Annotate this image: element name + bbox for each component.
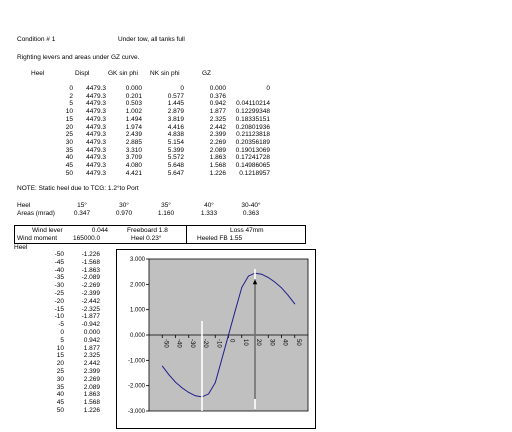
gz-curve-chart (116, 249, 316, 429)
heel-list-gz: -1.877 (81, 313, 100, 321)
heel-list-gz: 1.877 (83, 344, 100, 352)
heel-list-gz: 2.325 (83, 352, 100, 360)
levers-cell-gz: 0.942 (209, 100, 226, 108)
x-tick-label: -10 (215, 339, 222, 348)
heel-list-gz: -2.442 (81, 297, 100, 305)
levers-cell-gz: 1.877 (209, 108, 226, 116)
x-tick-label: -40 (175, 339, 182, 348)
levers-cell-nk: 5.648 (167, 162, 184, 169)
levers-cell-area: 0 (266, 85, 270, 92)
col-header-heel: Heel (31, 70, 45, 77)
heel-list-angle: -10 (54, 313, 64, 321)
levers-cell-gk: 2.885 (125, 138, 142, 146)
levers-cell-heel: 2 (69, 92, 73, 100)
x-tick-label: 0 (228, 339, 235, 343)
levers-cell-heel: 40 (65, 154, 73, 162)
gz-point (188, 392, 189, 393)
gz-point (195, 395, 196, 396)
heel-list-angle: -45 (54, 258, 64, 266)
gz-point (182, 388, 183, 389)
levers-cell-nk: 5.154 (167, 138, 184, 146)
levers-cell-gk: 0.201 (125, 92, 142, 100)
condition-label: Condition # 1 (17, 36, 56, 43)
levers-cell-gz: 2.269 (209, 138, 226, 146)
levers-cell-gz: 1.568 (209, 162, 226, 169)
wind-lever-label: Wind lever (32, 227, 63, 234)
levers-cell-gz: 1.226 (209, 169, 226, 177)
levers-cell-gz: 2.399 (209, 131, 226, 139)
gz-point (215, 382, 216, 383)
areas-label: Areas (mrad) (17, 210, 55, 217)
levers-cell-area: 0.18335151 (235, 115, 270, 123)
heel-list-angle: -30 (54, 282, 64, 290)
areas-value-cell: 1.160 (157, 210, 175, 217)
heel-list-angle: 20 (56, 360, 64, 368)
heel-list-angle: -50 (54, 251, 64, 258)
col-header-displ: Displ (75, 70, 90, 77)
y-tick-label: -1.000 (127, 358, 145, 365)
areas-value-cell: 0.363 (242, 210, 260, 217)
heel-list-gz: -2.089 (81, 274, 100, 282)
areas-header-cell: 40° (204, 202, 214, 209)
levers-cell-displ: 4479.3 (86, 131, 106, 139)
levers-cell-gz: 1.863 (209, 154, 226, 162)
areas-header-cell: 35° (161, 202, 171, 209)
levers-cell-displ: 4479.3 (86, 146, 106, 154)
heel-list-angle: 40 (56, 391, 64, 399)
levers-cell-gz: 0.000 (209, 85, 226, 92)
loss-value: Loss 47mm (230, 227, 264, 234)
y-tick-label: -3.000 (127, 409, 145, 415)
levers-cell-heel: 0 (69, 85, 73, 92)
freeboard-value: Freeboard 1.8 (127, 227, 168, 234)
heel-list-angle: -40 (54, 266, 64, 274)
wind-box-divider (186, 225, 187, 244)
levers-cell-heel: 45 (65, 162, 73, 169)
levers-cell-area: 0.14986065 (235, 162, 270, 169)
col-header-gz: GZ (202, 70, 212, 77)
x-tick-label: 50 (294, 339, 301, 346)
heel-list-angle: -15 (54, 305, 64, 313)
x-tick-label: 20 (255, 339, 261, 346)
wind-lever-value: 0.044 (91, 227, 108, 234)
heel-list-gz: 2.269 (83, 375, 100, 383)
heel-list-gz: 0.942 (83, 336, 100, 344)
heel-list-gz: -1.863 (81, 266, 100, 274)
levers-cell-displ: 4479.3 (86, 138, 106, 146)
levers-cell-displ: 4479.3 (86, 108, 106, 116)
levers-cell-area: 0.20356189 (235, 138, 270, 146)
levers-cell-displ: 4479.3 (86, 92, 106, 100)
levers-cell-displ: 4479.3 (86, 85, 106, 92)
heel-list-angle: -20 (54, 297, 64, 305)
levers-cell-nk: 2.879 (167, 108, 184, 116)
gz-point (235, 311, 236, 312)
levers-cell-displ: 4479.3 (86, 115, 106, 123)
heel-list-angle: 25 (56, 368, 64, 375)
levers-cell-heel: 5 (69, 100, 73, 108)
levers-cell-nk: 3.819 (167, 115, 184, 123)
heel-list-gz: -1.226 (81, 251, 100, 258)
heel-list-gz: 2.399 (83, 368, 100, 375)
areas-value-cell: 1.333 (200, 210, 218, 217)
x-tick-label: -30 (188, 339, 195, 348)
levers-cell-area: 0.17241728 (235, 154, 270, 162)
gz-point (168, 374, 169, 375)
levers-cell-gz: 2.442 (209, 123, 226, 131)
heel-list-angle: 50 (56, 407, 64, 414)
gz-point (288, 295, 289, 296)
y-tick-label: 1.000 (129, 307, 145, 314)
levers-cell-gz: 0.376 (209, 92, 226, 100)
levers-cell-gz: 2.089 (209, 146, 226, 154)
levers-cell-displ: 4479.3 (86, 169, 106, 177)
gz-point (162, 366, 163, 367)
areas-value-cell: 0.970 (115, 210, 133, 217)
heel-list-gz: -2.399 (81, 290, 100, 297)
col-header-nk: NK sin phi (150, 70, 180, 77)
levers-cell-gk: 3.310 (125, 146, 142, 154)
heel-list-angle: 15 (56, 352, 64, 360)
gz-point (175, 382, 176, 383)
heel-list-title: Heel (14, 244, 28, 251)
heel-list-gz: 2.442 (83, 360, 100, 368)
levers-cell-gk: 2.439 (125, 131, 142, 139)
areas-heel-label: Heel (17, 202, 31, 209)
levers-cell-heel: 15 (65, 115, 73, 123)
levers-cell-gk: 0.503 (125, 100, 142, 108)
levers-cell-nk: 0 (180, 85, 184, 92)
levers-cell-area: 0.04110214 (236, 100, 270, 108)
gz-point (241, 287, 242, 288)
wind-heel-value: Heel 0.23° (131, 235, 162, 242)
heel-list-angle: 10 (56, 344, 64, 352)
heel-list-angle: 0 (60, 329, 64, 336)
levers-cell-nk: 0.577 (167, 92, 184, 100)
section-subtitle: Righting levers and areas under GZ curve. (17, 54, 140, 61)
col-header-gk: GK sin phi (108, 70, 138, 77)
levers-cell-area: 0.20801936 (235, 123, 270, 131)
heel-list-gz: -2.269 (81, 282, 100, 290)
levers-cell-gk: 1.002 (125, 108, 142, 116)
gz-point (228, 335, 229, 336)
heel-list-gz: -1.568 (81, 258, 100, 266)
heel-list-angle: 45 (56, 399, 64, 407)
y-tick-label: 3.000 (129, 257, 145, 263)
heel-list-gz: -0.942 (81, 321, 100, 329)
gz-point (221, 358, 222, 359)
levers-cell-area: 0.1218957 (239, 169, 270, 177)
levers-cell-displ: 4479.3 (86, 162, 106, 169)
areas-header-cell: 30° (119, 202, 129, 209)
heel-list-angle: -5 (58, 321, 64, 329)
areas-header-cell: 30-40° (241, 202, 261, 209)
gz-point (208, 394, 209, 395)
gz-point (261, 274, 262, 275)
levers-cell-heel: 50 (65, 169, 73, 177)
x-tick-label: 30 (268, 339, 275, 346)
levers-cell-heel: 35 (65, 146, 73, 154)
levers-cell-nk: 5.647 (167, 169, 184, 177)
y-tick-label: 2.000 (129, 282, 145, 289)
levers-cell-displ: 4479.3 (86, 100, 106, 108)
levers-cell-nk: 4.416 (167, 123, 184, 131)
gz-point (274, 282, 275, 283)
levers-cell-gk: 3.709 (125, 154, 142, 162)
levers-cell-displ: 4479.3 (86, 123, 106, 131)
gz-point (248, 276, 249, 277)
areas-value-cell: 0.347 (73, 210, 91, 217)
heel-list-angle: 30 (56, 375, 64, 383)
gz-point (294, 304, 295, 305)
levers-cell-displ: 4479.3 (86, 154, 106, 162)
condition-description: Under tow, all tanks full (118, 36, 185, 43)
levers-cell-nk: 5.399 (167, 146, 184, 154)
levers-cell-gk: 0.000 (125, 85, 142, 92)
y-tick-label: 0.000 (129, 333, 145, 339)
static-heel-note: NOTE: Static heel due to TCG: 1.2°to Port (17, 185, 139, 192)
gz-point (268, 277, 269, 278)
gz-point (281, 287, 282, 288)
levers-cell-area: 0.19013069 (235, 146, 270, 154)
heel-list-gz: 2.089 (83, 383, 100, 391)
wind-moment-value: 165000.0 (73, 235, 101, 242)
y-tick-label: -2.000 (127, 383, 145, 390)
levers-cell-area: 0.21123818 (236, 131, 270, 139)
levers-cell-heel: 25 (65, 131, 73, 139)
areas-header-cell: 15° (77, 202, 87, 209)
x-tick-label: -20 (202, 339, 208, 348)
x-tick-label: 40 (281, 339, 288, 346)
x-tick-label: 10 (241, 339, 248, 346)
heeled-freeboard-value: Heeled FB 1.55 (197, 235, 243, 242)
heel-list-angle: -35 (54, 274, 64, 282)
levers-cell-gk: 1.494 (125, 115, 142, 123)
levers-cell-gk: 1.974 (125, 123, 142, 131)
levers-cell-area: 0.12299348 (235, 108, 270, 116)
heel-list-angle: 5 (60, 336, 64, 344)
levers-cell-heel: 20 (65, 123, 73, 131)
heel-list-gz: 1.863 (83, 391, 100, 399)
levers-cell-gk: 4.080 (125, 162, 142, 169)
heel-list-gz: 0.000 (83, 329, 100, 336)
heel-list-gz: 1.226 (83, 407, 100, 414)
x-tick-label: -50 (162, 339, 169, 348)
levers-cell-heel: 30 (65, 138, 73, 146)
wind-moment-label: Wind moment (17, 235, 58, 242)
levers-cell-heel: 10 (65, 108, 73, 116)
heel-list-angle: 35 (56, 383, 64, 391)
heel-list-gz: 1.568 (83, 399, 100, 407)
heel-list-angle: -25 (54, 290, 64, 297)
levers-cell-nk: 4.838 (167, 131, 184, 139)
levers-cell-nk: 1.445 (167, 100, 184, 108)
levers-cell-gz: 2.325 (209, 115, 226, 123)
levers-cell-gk: 4.421 (125, 169, 142, 177)
levers-cell-nk: 5.572 (167, 154, 184, 162)
heel-list-gz: -2.325 (81, 305, 100, 313)
